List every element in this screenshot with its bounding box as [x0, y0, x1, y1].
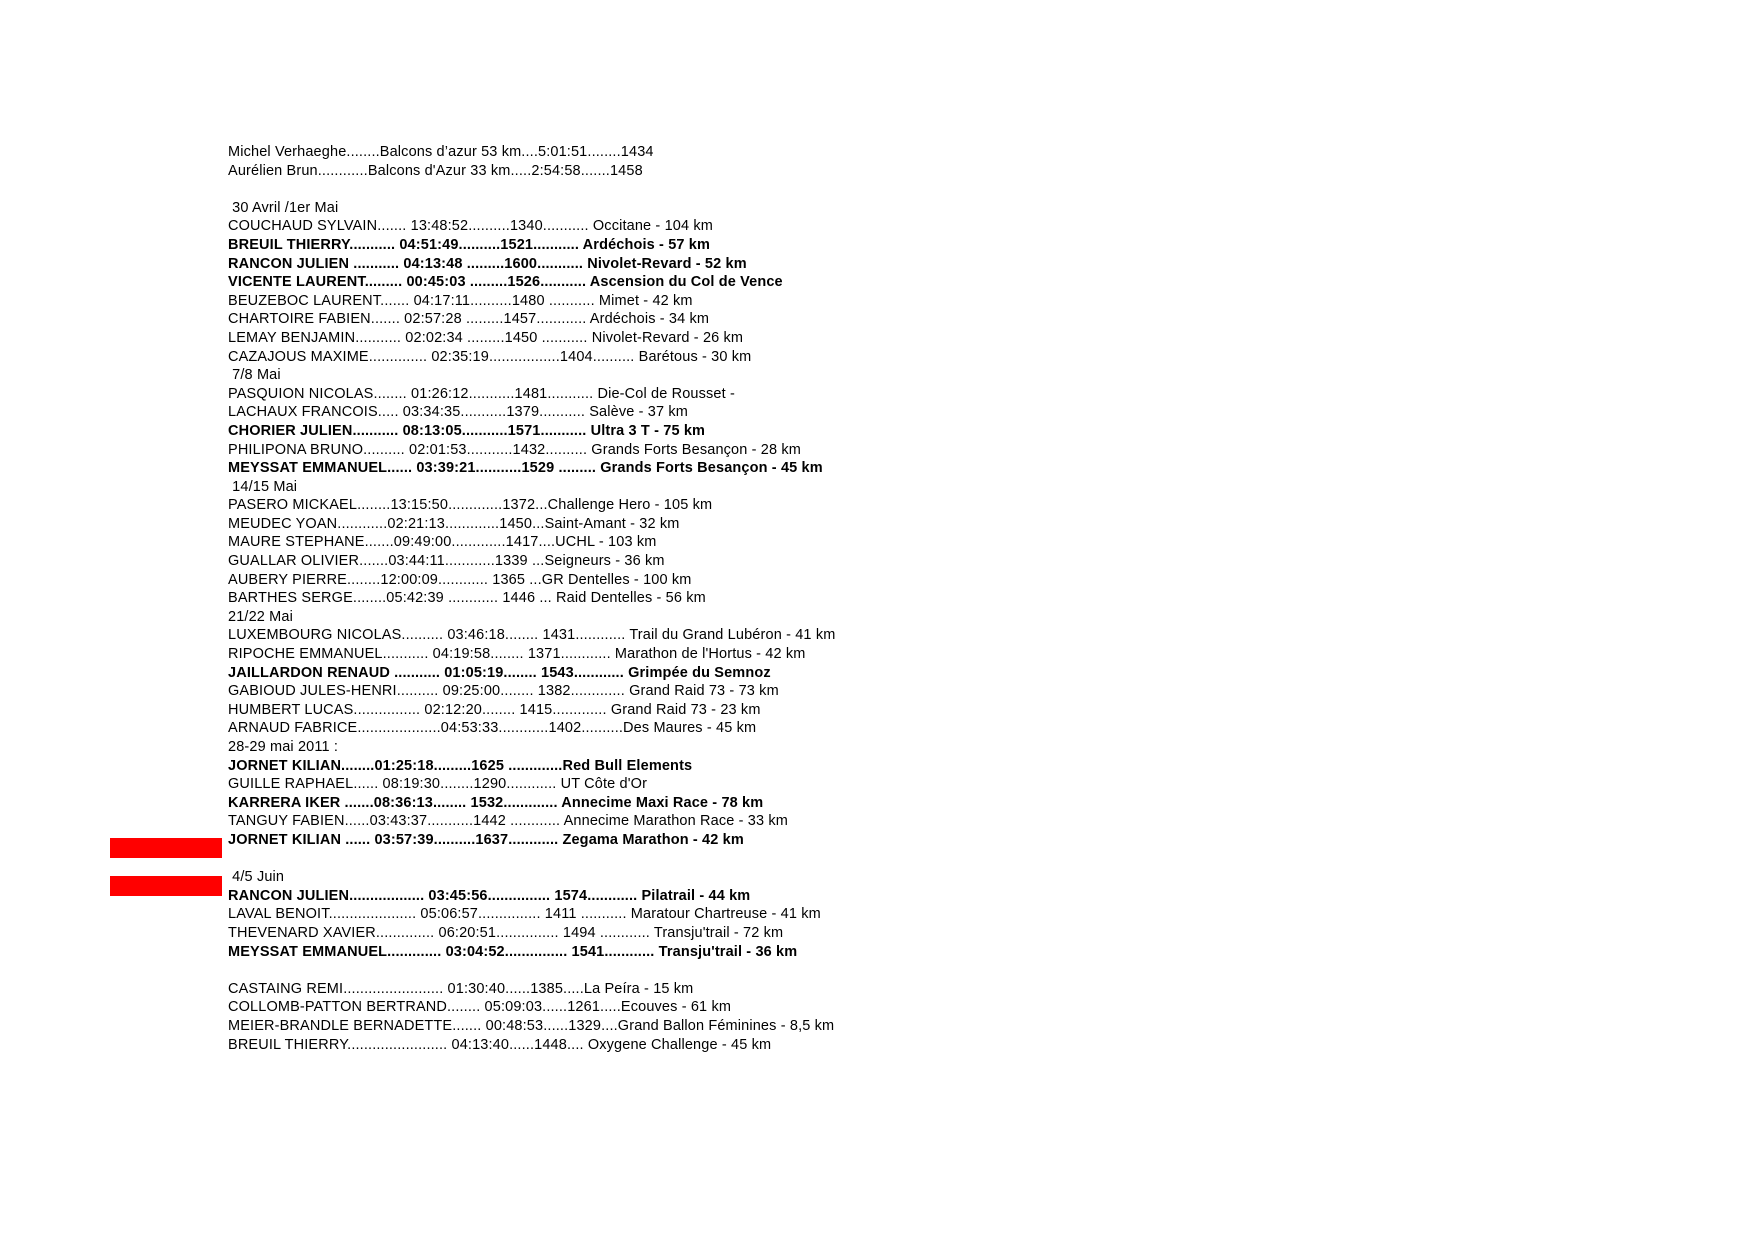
document-line: COUCHAUD SYLVAIN....... 13:48:52..........1340........... Occitane - 104 km: [228, 218, 713, 235]
document-line: MEIER-BRANDLE BERNADETTE....... 00:48:53......1329....Grand Ballon Féminines - 8,5 km: [228, 1017, 835, 1034]
document-line: 4/5 Juin: [228, 869, 285, 886]
document-line: PASQUION NICOLAS........ 01:26:12...........1481........... Die-Col de Rousset -: [228, 385, 735, 402]
document-line: 7/8 Mai: [228, 367, 281, 384]
red-highlight-bar-1: [110, 838, 222, 858]
document-line: 28-29 mai 2011 :: [228, 739, 339, 755]
document-line: LACHAUX FRANCOIS..... 03:34:35...........1379........... Salève - 37 km: [228, 404, 688, 421]
document-line: RANCON JULIEN.................. 03:45:56............... 1574............ Pilatrail - 44 km: [228, 887, 751, 904]
document-line: KARRERA IKER .......08:36:13........ 1532............. Annecime Maxi Race - 78 km: [228, 794, 764, 811]
document-line: RIPOCHE EMMANUEL........... 04:19:58........ 1371............ Marathon de l'Hortus - 42 km: [228, 646, 806, 663]
document-line: THEVENARD XAVIER.............. 06:20:51............... 1494 ............ Transju'trail - 72 km: [228, 924, 784, 941]
document-line: GABIOUD JULES-HENRI.......... 09:25:00........ 1382............. Grand Raid 73 - 73 km: [228, 683, 779, 700]
red-highlight-bar-2: [110, 876, 222, 896]
document-line: GUILLE RAPHAEL...... 08:19:30........1290............ UT Côte d'Or: [228, 776, 648, 793]
document-line: JORNET KILIAN........01:25:18.........1625 .............Red Bull Elements: [228, 757, 693, 774]
document-line: VICENTE LAURENT......... 00:45:03 .........1526........... Ascension du Col de Vence: [228, 274, 783, 291]
document-line: [228, 961, 1468, 980]
document-line: Michel Verhaeghe........Balcons d’azur 53 km....5:01:51........1434: [228, 144, 654, 160]
document-line: CHORIER JULIEN........... 08:13:05...........1571........... Ultra 3 T - 75 km: [228, 422, 706, 439]
document-line: COLLOMB-PATTON BERTRAND........ 05:09:03......1261.....Ecouves - 61 km: [228, 999, 732, 1016]
document-line: LEMAY BENJAMIN........... 02:02:34 .........1450 ........... Nivolet-Revard - 26 km: [228, 329, 744, 346]
document-line: BARTHES SERGE........05:42:39 ............ 1446 ... Raid Dentelles - 56 km: [228, 590, 706, 607]
document-line: CASTAING REMI........................ 01:30:40......1385.....La Peíra - 15 km: [228, 980, 694, 997]
document-line: [228, 850, 1468, 869]
document-line: CHARTOIRE FABIEN....... 02:57:28 .........1457............ Ardéchois - 34 km: [228, 311, 710, 328]
document-line: MEYSSAT EMMANUEL............. 03:04:52............... 1541............ Transju'trail - 36 km: [228, 943, 798, 960]
document-line: BREUIL THIERRY........................ 04:13:40......1448.... Oxygene Challenge - 45 km: [228, 1036, 772, 1053]
document-line: GUALLAR OLIVIER.......03:44:11............1339 ...Seigneurs - 36 km: [228, 553, 665, 570]
document-line: BREUIL THIERRY........... 04:51:49..........1521........... Ardéchois - 57 km: [228, 236, 711, 253]
document-line: MEYSSAT EMMANUEL...... 03:39:21...........1529 ......... Grands Forts Besançon - 45 km: [228, 460, 823, 477]
document-line: MAURE STEPHANE.......09:49:00.............1417....UCHL - 103 km: [228, 534, 657, 551]
document-line: TANGUY FABIEN......03:43:37...........1442 ............ Annecime Marathon Race - 33 km: [228, 813, 788, 830]
document-line: RANCON JULIEN ........... 04:13:48 .........1600........... Nivolet-Revard - 52 km: [228, 255, 747, 272]
document-line: PASERO MICKAEL........13:15:50.............1372...Challenge Hero - 105 km: [228, 497, 713, 514]
document-line: 21/22 Mai: [228, 608, 293, 625]
document-line: JORNET KILIAN ...... 03:57:39..........1637............ Zegama Marathon - 42 km: [228, 831, 744, 848]
document-line: MEUDEC YOAN............02:21:13.............1450...Saint-Amant - 32 km: [228, 515, 680, 532]
document-line: CAZAJOUS MAXIME.............. 02:35:19.................1404.......... Barétous - 30 km: [228, 348, 752, 365]
document-line: 30 Avril /1er Mai: [228, 199, 339, 216]
document-line: PHILIPONA BRUNO.......... 02:01:53...........1432.......... Grands Forts Besançon - 28 km: [228, 441, 801, 458]
document-line: LAVAL BENOIT..................... 05:06:57............... 1411 ........... Maratour Chartreuse - 41 km: [228, 906, 821, 923]
document-line: HUMBERT LUCAS................ 02:12:20........ 1415............. Grand Raid 73 - 23 km: [228, 701, 761, 718]
document-line: ARNAUD FABRICE....................04:53:33............1402..........Des Maures - 45 km: [228, 720, 757, 737]
document-line: Aurélien Brun............Balcons d'Azur 33 km.....2:54:58.......1458: [228, 162, 643, 179]
document-line: LUXEMBOURG NICOLAS.......... 03:46:18........ 1431............ Trail du Grand Lubéron - 41 km: [228, 627, 836, 644]
document-line: 14/15 Mai: [228, 478, 298, 495]
document-line: JAILLARDON RENAUD ........... 01:05:19........ 1543............ Grimpée du Semnoz: [228, 664, 771, 681]
document-line: AUBERY PIERRE........12:00:09............ 1365 ...GR Dentelles - 100 km: [228, 571, 692, 588]
document-line: BEUZEBOC LAURENT....... 04:17:11..........1480 ........... Mimet - 42 km: [228, 292, 693, 309]
document-line: [228, 180, 1468, 199]
document-text-body: [228, 143, 1468, 1054]
